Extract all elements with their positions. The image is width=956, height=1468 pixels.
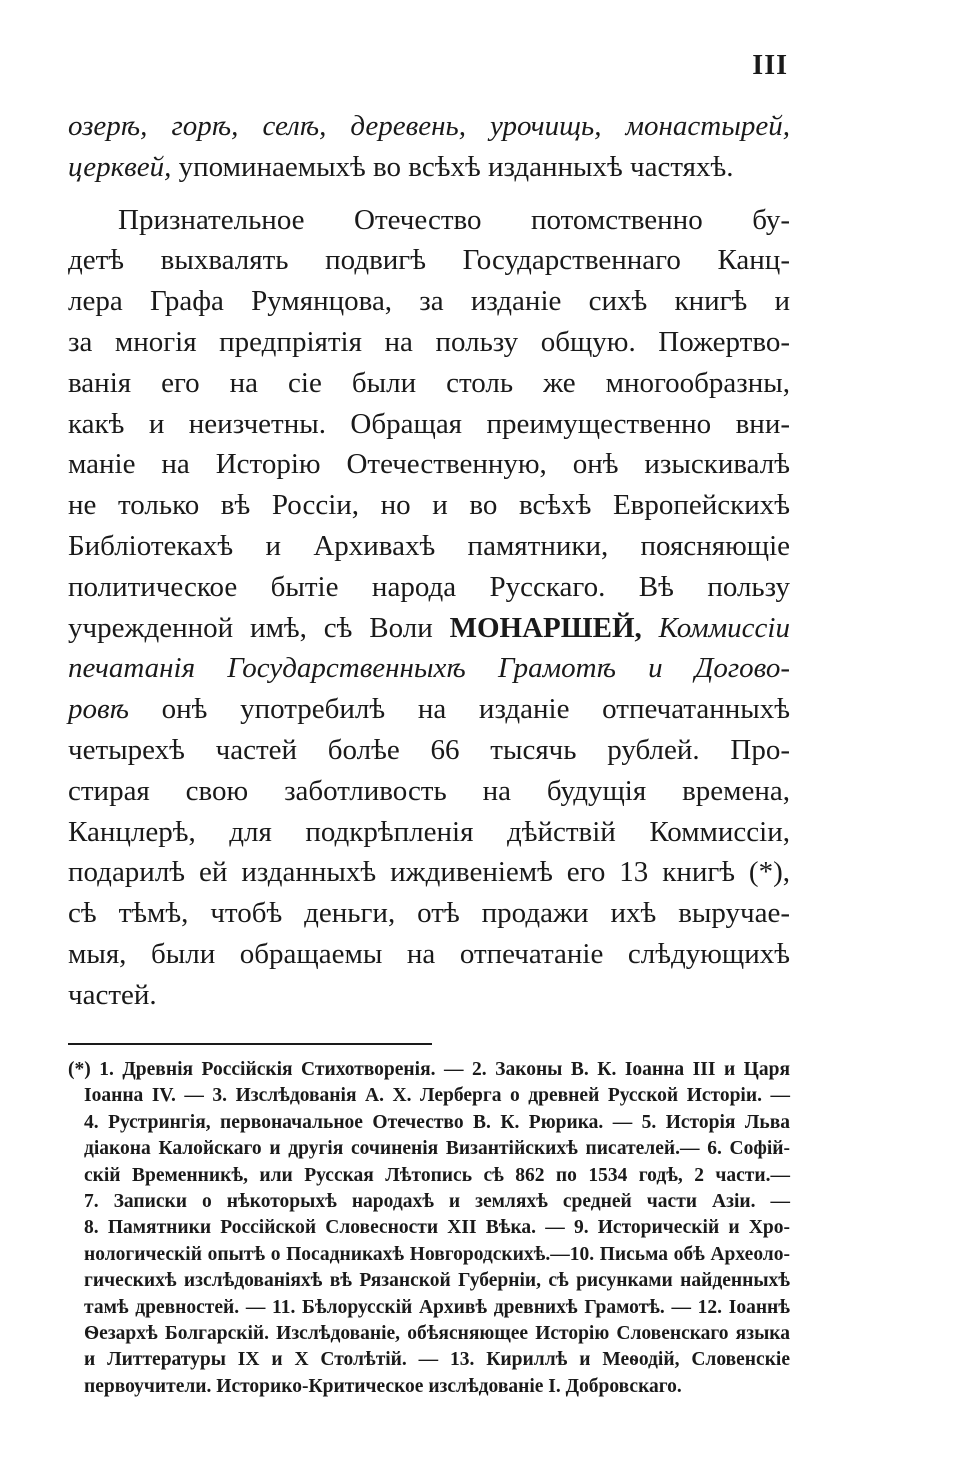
footnote-line: первоучители. Историко-Критическое изслѣдованіе I. Добровскаго. bbox=[84, 1375, 682, 1397]
text-segment: политическое бытіе народа Русскаго. Вѣ пользу bbox=[68, 570, 790, 603]
text-segment: ровѣ bbox=[68, 693, 129, 726]
text-line bbox=[68, 893, 790, 934]
text-line bbox=[68, 322, 790, 363]
text-segment: четырехѣ частей болѣе 66 тысячь рублей. Про- bbox=[68, 733, 790, 766]
text-segment: детѣ выхвалять подвигѣ Государственнаго Канц- bbox=[68, 244, 790, 277]
text-line bbox=[68, 363, 790, 404]
text-segment: онѣ употребилѣ на изданіе отпечатанныхѣ bbox=[128, 693, 790, 726]
text-line bbox=[68, 281, 790, 322]
page-number: III bbox=[752, 50, 788, 81]
text-segment: церквей, bbox=[68, 150, 172, 183]
text-line bbox=[68, 485, 790, 526]
text-line bbox=[68, 200, 790, 241]
text-line bbox=[68, 106, 790, 147]
text-segment: какѣ и неизчетны. Обращая преимущественно вни- bbox=[68, 407, 790, 440]
footnote-line: гическихѣ изслѣдованіяхѣ вѣ Рязанской Губерніи, сѣ рисунками найденныхѣ bbox=[84, 1270, 790, 1292]
text-line bbox=[68, 147, 790, 188]
footnote-line: Іоанна IV. — 3. Изслѣдованія А. Х. Лерберга о древней Русской Исторіи. — bbox=[84, 1085, 790, 1107]
text-line bbox=[68, 404, 790, 445]
text-line bbox=[68, 444, 790, 485]
footnote bbox=[68, 1057, 790, 1400]
text-line bbox=[68, 526, 790, 567]
text-segment: упоминаемыхѣ во всѣхѣ изданныхѣ частяхѣ. bbox=[171, 150, 734, 183]
text-segment: ванія его на сіе были столь же многообразны, bbox=[68, 366, 790, 399]
text-segment: Библіотекахѣ и Архивахѣ памятники, поясняющіе bbox=[68, 529, 790, 562]
text-line bbox=[68, 975, 790, 1016]
text-line bbox=[68, 934, 790, 975]
text-segment: сѣ тѣмѣ, чтобѣ деньги, отѣ продажи ихѣ выручае- bbox=[68, 897, 790, 930]
text-segment: учрежденной имѣ, сѣ Воли bbox=[68, 611, 450, 644]
text-segment: стирая свою заботливость на будущія времена, bbox=[68, 774, 790, 807]
text-segment: печатанія Государственныхѣ Грамотѣ и Догово- bbox=[68, 652, 790, 685]
text-line bbox=[68, 608, 790, 649]
footnote-line: тамѣ древностей. — 11. Бѣлорусскій Архивѣ древнихѣ Грамотѣ. — 12. Іоаннѣ bbox=[84, 1296, 790, 1318]
text-segment: Коммиссіи bbox=[641, 611, 790, 644]
text-segment: озерѣ, горѣ, селѣ, деревень, урочищь, монастырей, bbox=[68, 110, 790, 142]
text-line bbox=[68, 648, 790, 689]
text-segment: маніе на Исторію Отечественную, онѣ изыскивалѣ bbox=[68, 448, 790, 481]
text-segment: МОНАРШЕЙ, bbox=[449, 611, 642, 644]
text-segment: подарилѣ ей изданныхѣ иждивеніемѣ его 13 книгѣ (*), bbox=[68, 856, 790, 889]
text-line bbox=[68, 852, 790, 893]
footnote-line: 8. Памятники Россійской Словесности XII Вѣка. — 9. Историческій и Хро- bbox=[84, 1217, 790, 1239]
text-line bbox=[68, 771, 790, 812]
text-segment: мыя, были обращаемы на отпечатаніе слѣдующихѣ bbox=[68, 937, 790, 970]
footnote-line: діакона Калойскаго и другія сочиненія Византійскихѣ писателей.— 6. Софій- bbox=[84, 1138, 790, 1160]
text-segment: Канцлерѣ, для подкрѣпленія дѣйствій Коммиссіи, bbox=[68, 815, 790, 848]
text-segment: Признательное Отечество потомственно бу- bbox=[118, 203, 790, 236]
text-segment: лера Графа Румянцова, за изданіе сихѣ книгѣ и bbox=[68, 285, 790, 318]
text-line bbox=[68, 812, 790, 853]
footnote-line: 7. Записки о нѣкоторыхѣ народахѣ и земляхѣ средней части Азіи. — bbox=[84, 1191, 790, 1213]
main-text bbox=[68, 106, 790, 1016]
footnote-separator bbox=[68, 1043, 432, 1045]
footnote-line: скій Временникѣ, или Русская Лѣтопись сѣ 862 по 1534 годѣ, 2 части.— bbox=[84, 1164, 790, 1186]
footnote-line: (*) 1. Древнія Россійскія Стихотворенія. — 2. Законы В. К. Іоанна III и Царя bbox=[68, 1059, 790, 1080]
text-line bbox=[68, 730, 790, 771]
text-segment: не только вѣ Россіи, но и во всѣхѣ Европейскихѣ bbox=[68, 489, 790, 522]
text-segment: за многія предпріятія на пользу общую. Пожертво- bbox=[68, 325, 790, 358]
footnote-line: нологическій опытѣ о Посадникахѣ Новгородскихѣ.—10. Письма обѣ Археоло- bbox=[84, 1243, 790, 1265]
text-segment: частей. bbox=[68, 978, 157, 1011]
text-line bbox=[68, 689, 790, 730]
footnote-line: Ѳезархѣ Болгарскій. Изслѣдованіе, обѣясняющее Исторію Словенскаго языка bbox=[84, 1323, 790, 1345]
text-line bbox=[68, 240, 790, 281]
paragraph-gap bbox=[68, 188, 790, 200]
footnote-line: 4. Рустрингія, первоначальное Отечество В. К. Рюрика. — 5. Исторія Льва bbox=[84, 1111, 790, 1133]
text-line bbox=[68, 567, 790, 608]
footnote-line: и Литтературы IX и X Столѣтій. — 13. Кириллѣ и Меѳодій, Словенскіе bbox=[84, 1349, 790, 1371]
